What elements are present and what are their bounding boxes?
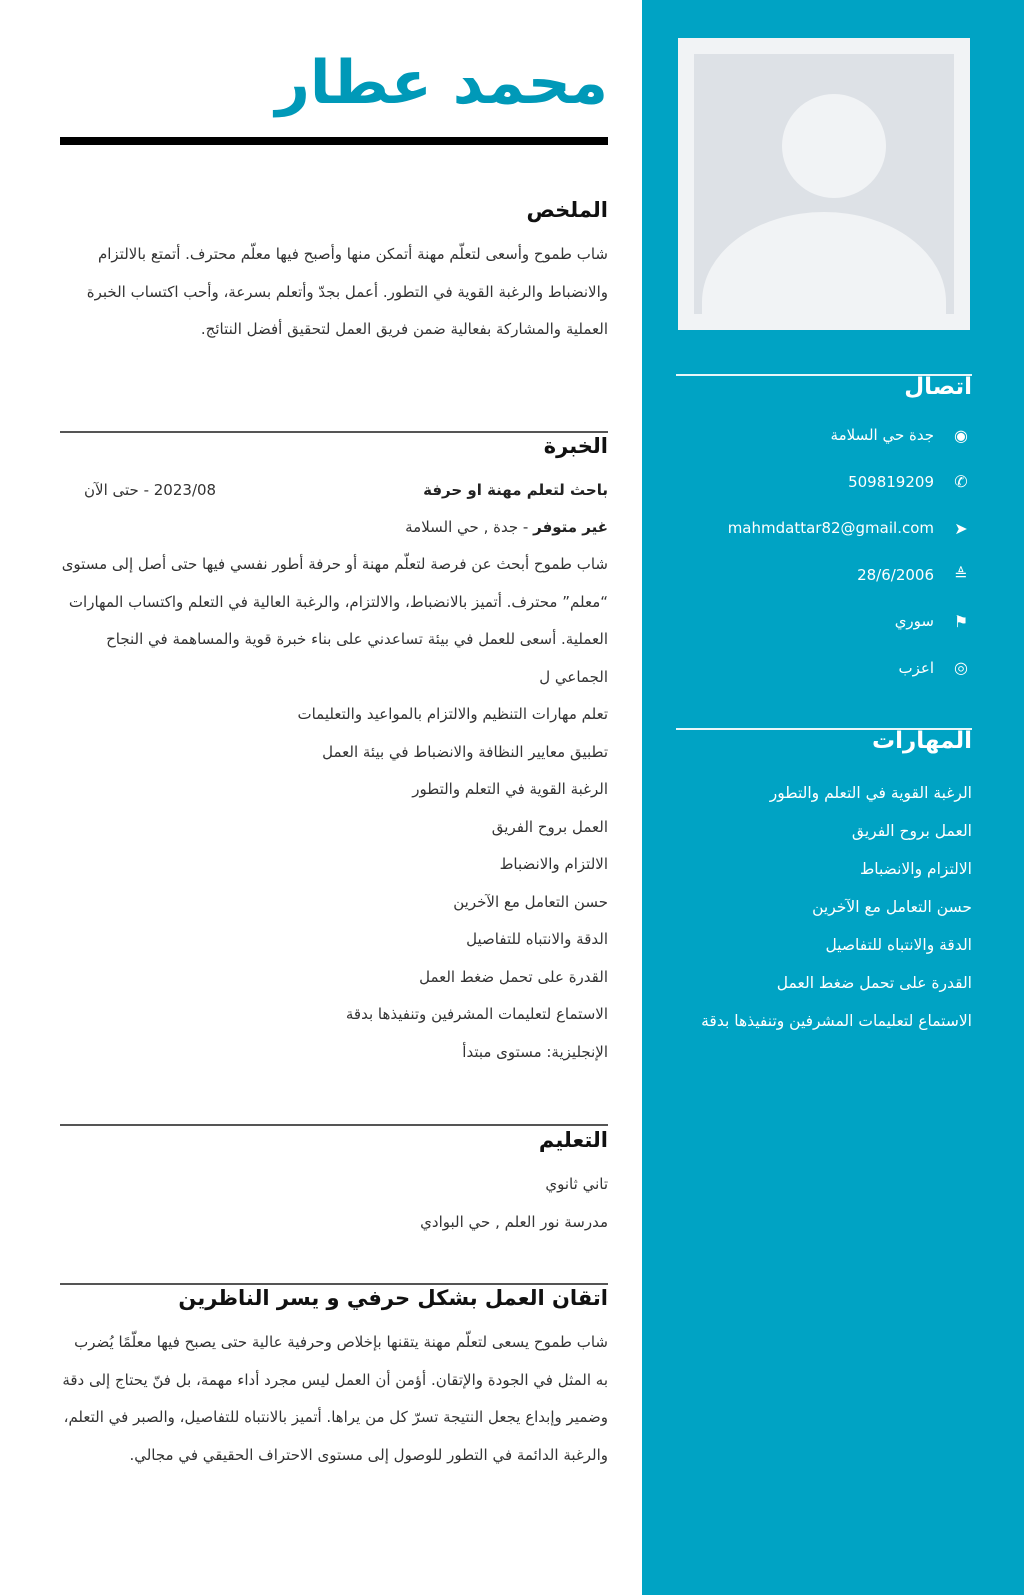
phone-icon: ✆ xyxy=(954,472,968,492)
job-title: باحث لتعلم مهنة او حرفة xyxy=(423,481,608,499)
avatar-body-icon xyxy=(702,212,946,314)
skill-item: العمل بروح الفريق xyxy=(851,822,972,840)
job-item: العمل بروح الفريق xyxy=(491,817,608,836)
experience-entry xyxy=(60,472,608,1071)
skill-item: حسن التعامل مع الآخرين xyxy=(812,898,972,916)
contact-email[interactable]: ➤ mahmdattar82@gmail.com xyxy=(662,505,972,552)
divider xyxy=(60,1283,608,1285)
flag-icon: ⚑ xyxy=(953,611,969,631)
summary-heading: الملخص xyxy=(526,198,608,222)
page-title: محمد عطار xyxy=(275,48,608,118)
profile-photo-placeholder xyxy=(678,38,970,330)
job-location: - جدة , حي السلامة xyxy=(405,518,529,536)
job-item: الاستماع لتعليمات المشرفين وتنفيذها بدقة xyxy=(345,1005,608,1023)
education-heading: التعليم xyxy=(538,1128,608,1152)
contact-marital-status: ◎ اعزب xyxy=(662,645,972,692)
sidebar xyxy=(642,0,1024,1595)
divider xyxy=(60,1124,608,1126)
job-description: شاب طموح أبحث عن فرصة لتعلّم مهنة أو حرفة أطور نفسي فيها حتى أصل إلى مستوى “معلم” محترف. أتميز بالانضباط، والالتزام، والرغبة العالية في التعلم واكتساب المهارات العملية. أسعى للعمل في بيئة تساعدني على بناء خبرة قوية والمساهمة في النجاح الجماعي ل xyxy=(61,555,608,686)
contact-birthdate: ≜ 28/6/2006 xyxy=(662,552,972,599)
summary-text: شاب طموح وأسعى لتعلّم مهنة أتمكن منها وأصبح فيها معلّم محترف. أتمتع بالالتزام والانضباط والرغبة القوية في التطور. أعمل بجدّ وأتعلم بسرعة، وأحب اكتساب الخبرة العملية والمشاركة بفعالية ضمن فريق العمل لتحقيق أفضل النتائج. xyxy=(86,245,608,338)
extra-text: شاب طموح يسعى لتعلّم مهنة يتقنها بإخلاص وحرفية عالية حتى يصبح فيها معلّمًا يُضرب به المثل في الجودة والإتقان. أؤمن أن العمل ليس مجرد أداء مهمة، بل فنّ يحتاج إلى دقة وضمير وإبداع يجعل النتيجة تسرّ كل من يراها. أتميز بالانتباه للتفاصيل، والصبر في التعلم، والرغبة الدائمة في التطور للوصول إلى مستوى الاحتراف الحقيقي في مجالي. xyxy=(62,1333,608,1464)
contact-phone: ✆ 509819209 xyxy=(662,459,972,506)
skill-item: الالتزام والانضباط xyxy=(859,860,972,878)
education-school: مدرسة نور العلم , حي البوادي xyxy=(420,1212,608,1231)
job-item: الدقة والانتباه للتفاصيل xyxy=(466,930,608,948)
job-item: الالتزام والانضباط xyxy=(499,855,608,873)
contact-heading: اتصال xyxy=(904,374,972,400)
experience-heading: الخبرة xyxy=(543,434,608,458)
job-item: تطبيق معايير النظافة والانضباط في بيئة العمل xyxy=(322,742,608,761)
skill-item: الدقة والانتباه للتفاصيل xyxy=(825,936,972,954)
contact-nationality: ⚑ سوري xyxy=(662,598,972,645)
job-dates: 2023/08 - حتى الآن xyxy=(84,481,217,499)
rings-icon: ◎ xyxy=(954,658,968,678)
send-icon: ➤ xyxy=(954,518,968,538)
extra-heading: اتقان العمل بشكل حرفي و يسر الناظرين xyxy=(178,1286,608,1310)
contact-list xyxy=(662,412,972,691)
title-underline xyxy=(60,137,608,145)
skill-item: الاستماع لتعليمات المشرفين وتنفيذها بدقة xyxy=(701,1012,972,1030)
avatar-head-icon xyxy=(782,94,886,198)
job-item: حسن التعامل مع الآخرين xyxy=(453,892,608,911)
contact-location: ◉ جدة حي السلامة xyxy=(662,412,972,459)
skills-heading: المهارات xyxy=(872,728,972,754)
divider xyxy=(60,431,608,433)
job-item: القدرة على تحمل ضغط العمل xyxy=(419,967,608,986)
education-degree: تاني ثانوي xyxy=(545,1175,608,1193)
location-pin-icon: ◉ xyxy=(954,425,968,445)
employer: غير متوفر xyxy=(533,518,608,536)
skills-list xyxy=(672,774,972,1040)
skill-item: القدرة على تحمل ضغط العمل xyxy=(776,974,972,992)
job-item: تعلم مهارات التنظيم والالتزام بالمواعيد والتعليمات xyxy=(297,705,608,723)
birthday-cake-icon: ≜ xyxy=(954,565,968,585)
job-item: الإنجليزية: مستوى مبتدأ xyxy=(462,1042,608,1061)
education-entry xyxy=(60,1166,608,1241)
skill-item: الرغبة القوية في التعلم والتطور xyxy=(769,784,972,802)
job-item: الرغبة القوية في التعلم والتطور xyxy=(412,780,608,798)
